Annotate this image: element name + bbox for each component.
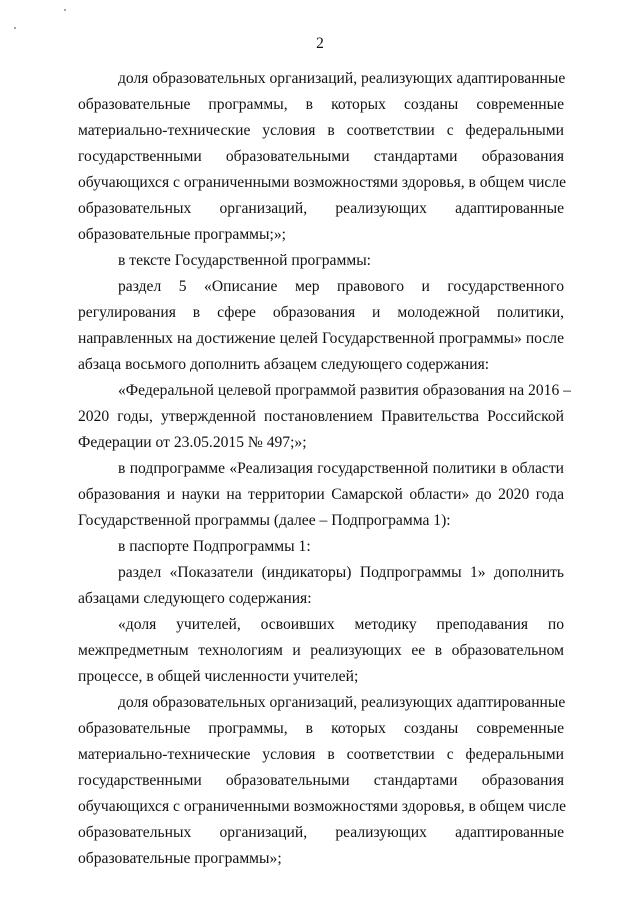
text-line: доля образовательных организаций, реализующих адаптированные (118, 694, 566, 711)
text-line: образовательные программы»; (78, 850, 282, 867)
text-line: в подпрограмме «Реализация государственной политики в области (118, 460, 564, 477)
text-line: абзаца восьмого дополнить абзацем следующего содержания: (78, 356, 490, 373)
text-line: межпредметным технологиям и реализующих ее в образовательном (78, 642, 564, 659)
text-line: в тексте Государственной программы: (118, 252, 372, 269)
text-line: материально-технические условия в соответствии с федеральными (78, 746, 564, 763)
page-number: 2 (316, 35, 324, 52)
text-line: раздел «Показатели (индикаторы) Подпрограммы 1» дополнить (118, 564, 564, 581)
text-line: абзацами следующего содержания: (78, 590, 312, 607)
text-line: образовательных организаций, реализующих адаптированные (78, 824, 564, 841)
text-line: «Федеральной целевой программой развития образования на 2016 – (118, 382, 571, 399)
text-line: регулирования в сфере образования и молодежной политики, (78, 304, 564, 321)
text-line: образовательные программы, в которых созданы современные (78, 96, 564, 113)
text-line: обучающихся с ограниченными возможностями здоровья, в общем числе (78, 174, 567, 191)
text-line: государственными образовательными стандартами образования (78, 772, 564, 789)
text-line: в паспорте Подпрограммы 1: (118, 538, 311, 555)
text-line: Государственной программы (далее – Подпрограмма 1): (78, 512, 451, 529)
text-line: «доля учителей, освоивших методику преподавания по (118, 616, 564, 633)
text-line: обучающихся с ограниченными возможностями здоровья, в общем числе (78, 798, 567, 815)
text-line: направленных на достижение целей Государственной программы» после (78, 330, 564, 347)
text-line: государственными образовательными стандартами образования (78, 148, 564, 165)
text-line: материально-технические условия в соответствии с федеральными (78, 122, 564, 139)
text-line: образования и науки на территории Самарской области» до 2020 года (78, 486, 564, 503)
text-line: процессе, в общей численности учителей; (78, 668, 359, 685)
text-line: доля образовательных организаций, реализующих адаптированные (118, 70, 566, 87)
text-line: 2020 годы, утвержденной постановлением Правительства Российской (78, 408, 564, 425)
text-line: Федерации от 23.05.2015 № 497;»; (78, 434, 307, 451)
text-line: раздел 5 «Описание мер правового и государственного (118, 278, 564, 295)
text-line: образовательные программы, в которых созданы современные (78, 720, 564, 737)
scan-speck (14, 27, 16, 29)
text-line: образовательных организаций, реализующих адаптированные (78, 200, 564, 217)
scan-speck (64, 9, 66, 11)
text-line: образовательные программы;»; (78, 226, 286, 243)
